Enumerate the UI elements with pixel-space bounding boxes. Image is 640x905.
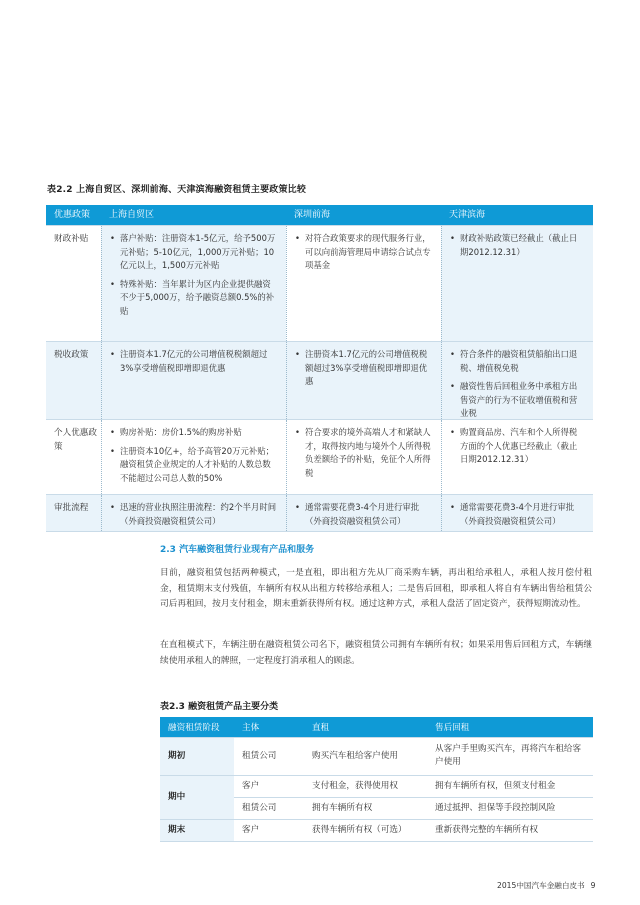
header-stage: 融资租赁阶段 xyxy=(160,717,234,737)
table-row xyxy=(46,419,593,494)
bullet-text: • 购置商品房、汽车和个人所得税方面的个人优惠已经截止（截止日期2012.12.31） xyxy=(450,426,585,467)
stage-cell: 期中 xyxy=(160,775,234,819)
bullet-text: • 通常需要花费3-4个月进行审批（外商投资融资租赁公司） xyxy=(295,501,433,528)
tianjin-cell xyxy=(441,342,593,419)
table-row xyxy=(46,341,593,419)
bullet-text: • 注册资本1.7亿元的公司增值税税额超过3%享受增值税即增即退优惠 xyxy=(110,348,278,375)
bullet-text: • 特殊补贴：当年累计为区内企业提供融资不少于5,000万，给予融资总额0.5%的补贴 xyxy=(110,278,278,319)
bullet-text: • 注册资本10亿+，给予高管20万元补贴；融资租赁企业规定的人才补贴的人数总数不能超过公司总人数的50% xyxy=(110,445,278,486)
leaseback-cell: 通过抵押、担保等手段控制风险 xyxy=(427,797,593,819)
bullet-text: • 对符合政策要求的现代服务行业，可以向前海管理局申请综合试点专项基金 xyxy=(295,232,433,273)
policy-label: 财政补贴 xyxy=(54,234,89,244)
shenzhen-cell xyxy=(286,495,441,531)
bullet-text: • 购房补贴：房价1.5%的购房补贴 xyxy=(110,426,278,440)
header-tianjin: 天津滨海 xyxy=(449,210,486,220)
shenzhen-cell xyxy=(286,226,441,341)
bullet-text: • 财政补贴政策已经截止（截止日期2012.12.31） xyxy=(450,232,585,259)
section-title: 2.3 汽车融资租赁行业现有产品和服务 xyxy=(160,545,315,555)
table-header-row xyxy=(160,717,593,737)
policy-label: 个人优惠政策 xyxy=(54,428,97,452)
bullet-text: • 融资性售后回租业务中承租方出售资产的行为不征收增值税和营业税 xyxy=(450,380,585,421)
policy-label: 审批流程 xyxy=(54,503,89,513)
table-2-2-caption: 表2.2 上海自贸区、深圳前海、天津滨海融资租赁主要政策比较 xyxy=(47,185,307,195)
header-direct-lease: 直租 xyxy=(304,717,427,737)
bullet-text: • 落户补贴：注册资本1-5亿元，给予500万元补贴；5-10亿元，1,000万元补贴；10亿元以上，1,500万元补贴 xyxy=(110,232,278,273)
leaseback-cell: 从客户手里购买汽车，再将汽车租给客户使用 xyxy=(427,737,593,775)
shenzhen-cell xyxy=(286,342,441,419)
shanghai-cell xyxy=(101,226,286,341)
stage-cell: 期末 xyxy=(160,819,234,841)
header-shenzhen: 深圳前海 xyxy=(294,210,331,220)
shanghai-cell xyxy=(101,420,286,494)
direct-cell: 获得车辆所有权（可选） xyxy=(304,819,427,841)
direct-cell: 购买汽车租给客户使用 xyxy=(304,737,427,775)
page-footer xyxy=(497,880,596,891)
body-paragraph: 目前，融资租赁包括两种模式，一是直租，即出租方先从厂商采购车辆，再出租给承租人，承租人按月偿付租金，租赁期末支付残值，车辆所有权从出租方转移给承租人；二是售后回租，即承租人将自有车辆出售给租赁公司后再租回，按月支付租金，期末重新获得所有权。通过这种方式，承租人盘活了固定资产，获得短期流动性。 xyxy=(160,568,592,610)
bullet-text: • 通常需要花费3-4个月进行审批（外商投资融资租赁公司） xyxy=(450,501,585,528)
body-paragraph: 在直租模式下，车辆注册在融资租赁公司名下，融资租赁公司拥有车辆所有权；如果采用售后回租方式，车辆继续使用承租人的牌照，一定程度打消承租人的顾虑。 xyxy=(160,640,592,666)
header-shanghai: 上海自贸区 xyxy=(109,210,155,220)
policy-label: 税收政策 xyxy=(54,350,89,360)
shenzhen-cell xyxy=(286,420,441,494)
direct-cell: 支付租金，获得使用权 xyxy=(304,775,427,797)
direct-cell: 拥有车辆所有权 xyxy=(304,797,427,819)
table-row xyxy=(46,225,593,341)
tianjin-cell xyxy=(441,226,593,341)
table-row xyxy=(160,775,593,797)
subject-cell: 租赁公司 xyxy=(234,797,304,819)
bullet-text: • 迅速的营业执照注册流程：约2个半月时间（外商投资融资租赁公司） xyxy=(110,501,278,528)
page-number: 9 xyxy=(590,881,596,890)
subject-cell: 客户 xyxy=(234,775,304,797)
table-row xyxy=(160,819,593,841)
tianjin-cell xyxy=(441,495,593,531)
leaseback-cell: 重新获得完整的车辆所有权 xyxy=(427,819,593,841)
stage-cell: 期初 xyxy=(160,737,234,775)
subject-cell: 客户 xyxy=(234,819,304,841)
header-policy: 优惠政策 xyxy=(54,210,91,220)
table-row xyxy=(160,737,593,775)
table-2-3-caption: 表2.3 融资租赁产品主要分类 xyxy=(160,702,279,712)
product-classification-table xyxy=(160,717,593,842)
footer-title: 2015中国汽车金融白皮书 xyxy=(497,881,585,890)
table-row xyxy=(46,494,593,532)
bullet-text: • 注册资本1.7亿元的公司增值税税额超过3%享受增值税即增即退优惠 xyxy=(295,348,433,389)
table-header-row xyxy=(46,205,593,225)
header-subject: 主体 xyxy=(234,717,304,737)
bullet-text: • 符合要求的境外高端人才和紧缺人才，取得按内地与境外个人所得税负差额给予的补贴，免征个人所得税 xyxy=(295,426,433,480)
bullet-text: • 符合条件的融资租赁船舶出口退税、增值税免税 xyxy=(450,348,585,375)
header-leaseback: 售后回租 xyxy=(427,717,593,737)
leaseback-cell: 拥有车辆所有权，但须支付租金 xyxy=(427,775,593,797)
policy-comparison-table xyxy=(46,205,593,532)
subject-cell: 租赁公司 xyxy=(234,737,304,775)
tianjin-cell xyxy=(441,420,593,494)
shanghai-cell xyxy=(101,495,286,531)
shanghai-cell xyxy=(101,342,286,419)
